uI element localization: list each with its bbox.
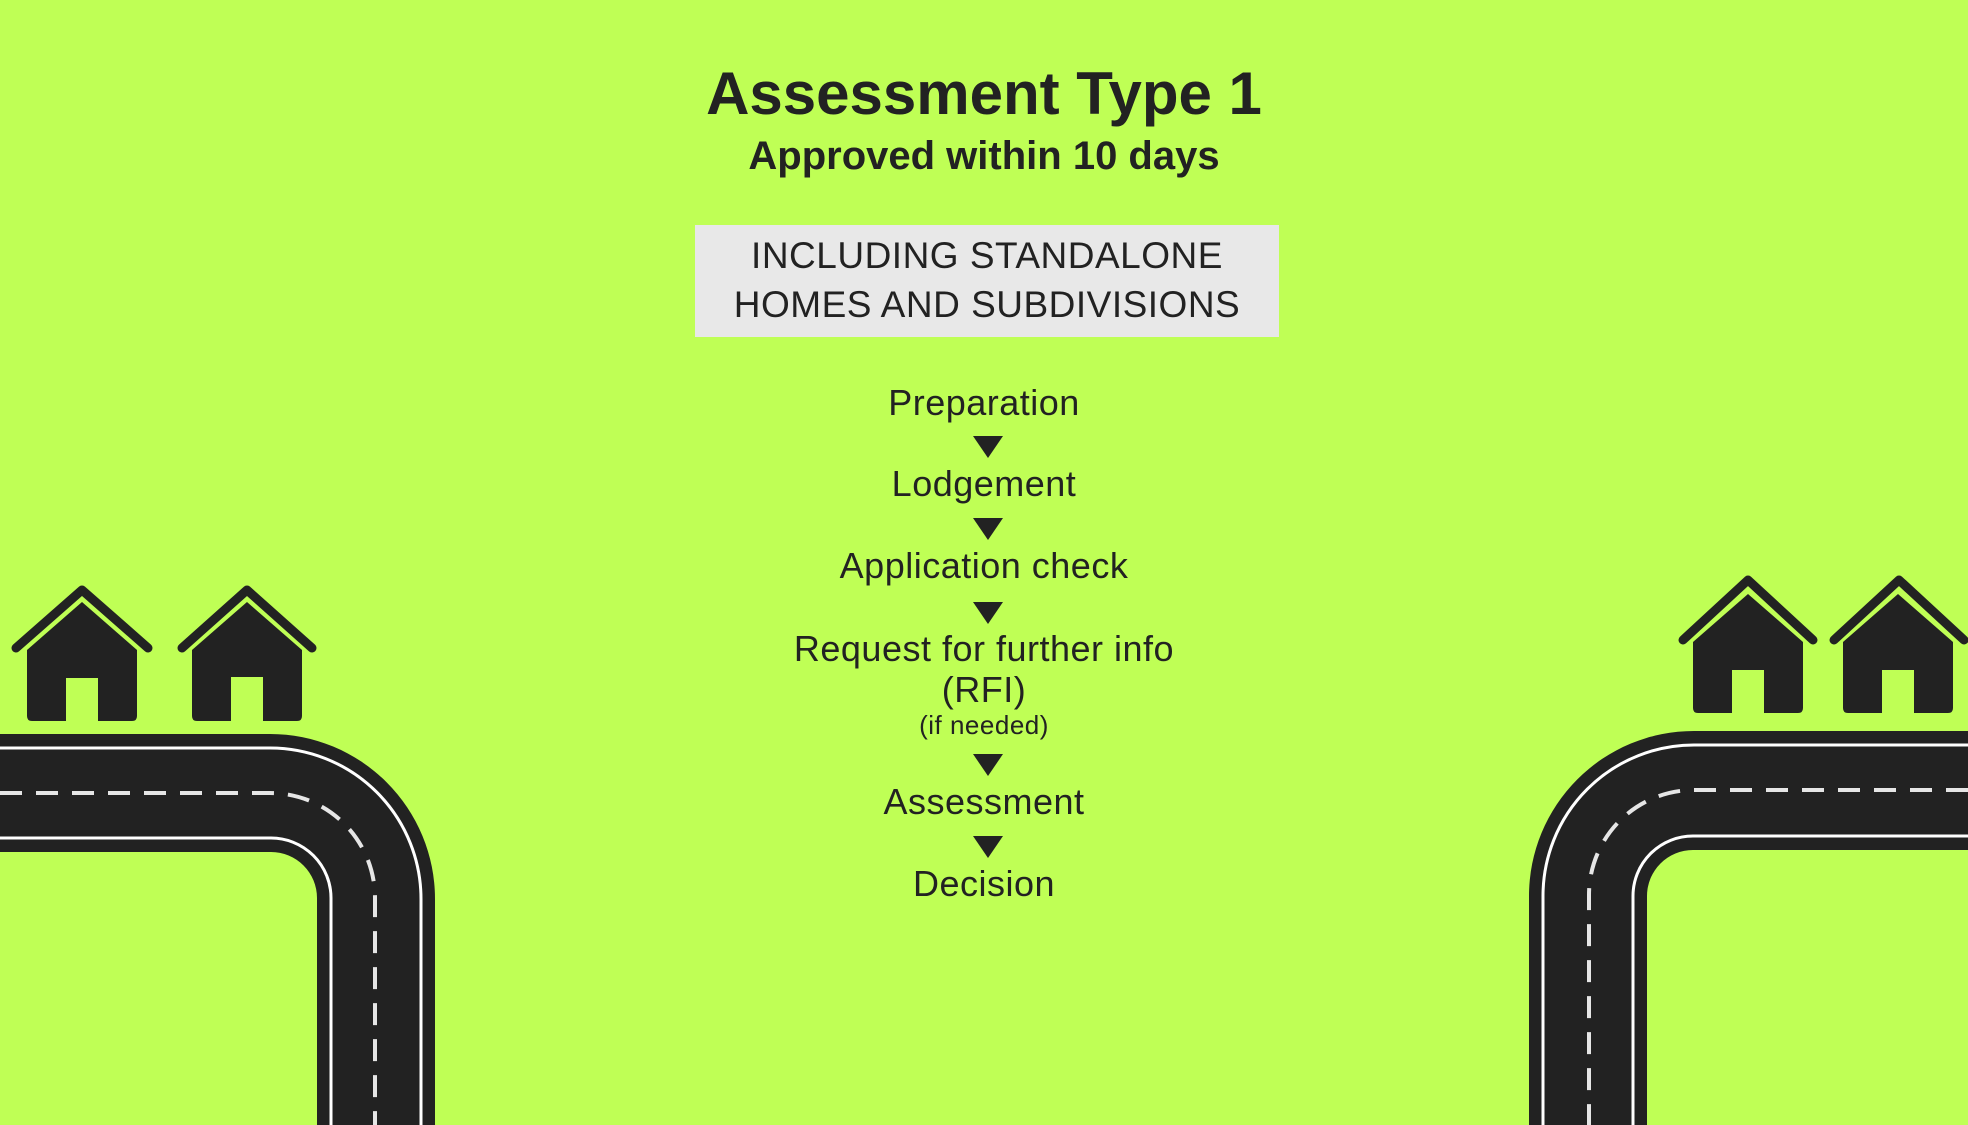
step-decision: Decision (912, 863, 1056, 904)
house-icon (182, 590, 312, 721)
house-icon (1834, 580, 1964, 713)
scope-line-2: HOMES AND SUBDIVISIONS (733, 284, 1241, 325)
step-rfi: (RFI) (941, 669, 1027, 710)
step-request-further-info: Request for further info (793, 628, 1175, 669)
road-icon (1529, 731, 1968, 1125)
page-subtitle: Approved within 10 days (748, 134, 1220, 178)
step-lodgement: Lodgement (891, 463, 1077, 504)
step-assessment: Assessment (883, 781, 1085, 822)
step-application-check: Application check (839, 545, 1129, 586)
step-rfi-note: (if needed) (919, 710, 1049, 740)
step-preparation: Preparation (888, 382, 1080, 423)
road-icon (0, 734, 435, 1125)
house-icon (1683, 580, 1813, 713)
scope-line-1: INCLUDING STANDALONE (751, 235, 1223, 276)
page-title: Assessment Type 1 (706, 60, 1262, 127)
house-icon (16, 590, 148, 721)
